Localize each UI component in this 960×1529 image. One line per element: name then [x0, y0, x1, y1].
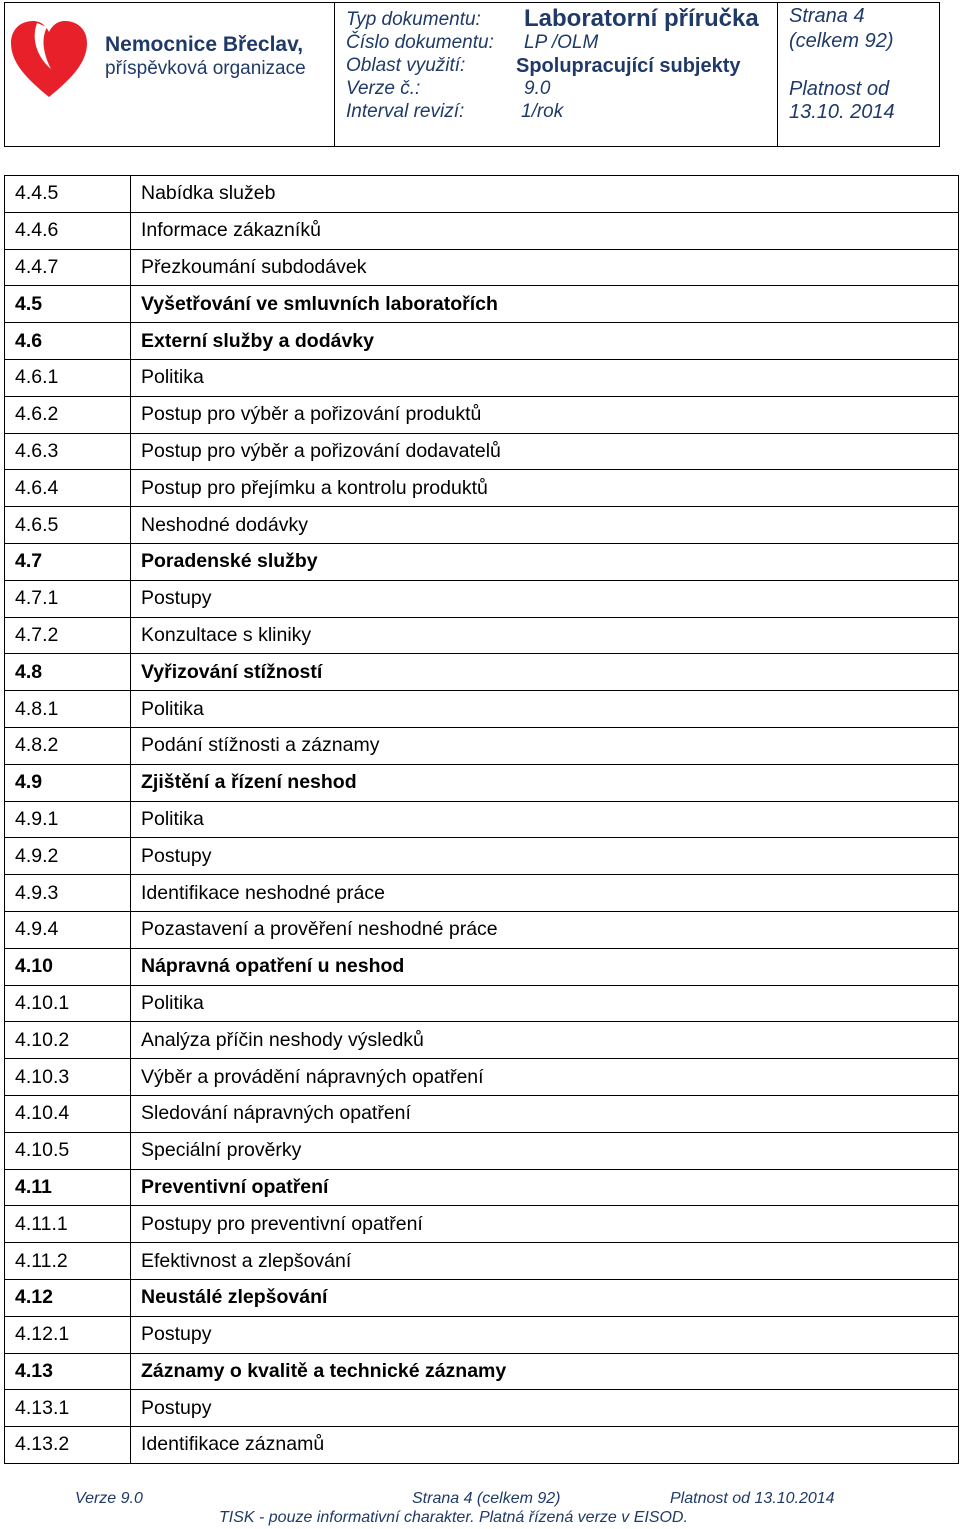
toc-row [5, 985, 959, 1022]
toc-row [5, 1427, 959, 1464]
header-meta-cell [334, 3, 778, 146]
toc-section-number: 4.13.1 [5, 1390, 131, 1427]
toc-row [5, 176, 959, 213]
toc-section-title: Nabídka služeb [131, 176, 959, 213]
toc-row [5, 727, 959, 764]
toc-row [5, 470, 959, 507]
validity-label: Platnost od [789, 78, 890, 100]
organization-name: Nemocnice Břeclav, [105, 33, 304, 56]
toc-row [5, 948, 959, 985]
toc-row [5, 911, 959, 948]
toc-row [5, 691, 959, 728]
toc-section-title: Přezkoumání subdodávek [131, 249, 959, 286]
toc-section-title: Poradenské služby [131, 543, 959, 580]
toc-section-title: Postupy [131, 1316, 959, 1353]
footer-print-notice: TISK - pouze informativní charakter. Platná řízená verze v EISOD. [219, 1509, 688, 1526]
toc-section-number: 4.13.2 [5, 1427, 131, 1464]
toc-row [5, 1390, 959, 1427]
toc-section-number: 4.6.3 [5, 433, 131, 470]
table-of-contents [4, 175, 959, 1464]
toc-row [5, 617, 959, 654]
page-total: (celkem 92) [789, 30, 894, 52]
toc-section-title: Neustálé zlepšování [131, 1279, 959, 1316]
toc-section-number: 4.5 [5, 286, 131, 323]
footer-validity: Platnost od 13.10.2014 [670, 1490, 835, 1507]
toc-section-number: 4.13 [5, 1353, 131, 1390]
revision-interval: 1/rok [521, 101, 564, 122]
document-number: LP /OLM [524, 32, 599, 53]
toc-section-number: 4.10.4 [5, 1095, 131, 1132]
toc-section-title: Postupy [131, 1390, 959, 1427]
toc-section-number: 4.8 [5, 654, 131, 691]
toc-section-number: 4.6 [5, 323, 131, 360]
toc-row [5, 764, 959, 801]
toc-section-title: Identifikace záznamů [131, 1427, 959, 1464]
toc-section-title: Informace zákazníků [131, 212, 959, 249]
toc-row [5, 212, 959, 249]
toc-section-number: 4.6.5 [5, 507, 131, 544]
toc-section-number: 4.4.7 [5, 249, 131, 286]
toc-row [5, 1022, 959, 1059]
toc-row [5, 1095, 959, 1132]
toc-section-number: 4.9.1 [5, 801, 131, 838]
toc-section-title: Pozastavení a prověření neshodné práce [131, 911, 959, 948]
document-type: Laboratorní příručka [524, 5, 759, 32]
toc-section-number: 4.11.2 [5, 1243, 131, 1280]
toc-row [5, 1243, 959, 1280]
label-document-type: Typ dokumentu: [346, 9, 481, 30]
toc-section-number: 4.7.1 [5, 580, 131, 617]
toc-row [5, 1059, 959, 1096]
toc-section-number: 4.4.5 [5, 176, 131, 213]
toc-section-number: 4.9 [5, 764, 131, 801]
usage-area: Spolupracující subjekty [516, 55, 741, 77]
toc-row [5, 433, 959, 470]
toc-section-title: Postupy pro preventivní opatření [131, 1206, 959, 1243]
toc-section-title: Postup pro přejímku a kontrolu produktů [131, 470, 959, 507]
validity-date: 13.10. 2014 [789, 101, 895, 123]
toc-section-title: Záznamy o kvalitě a technické záznamy [131, 1353, 959, 1390]
toc-section-number: 4.11.1 [5, 1206, 131, 1243]
toc-row [5, 323, 959, 360]
toc-section-title: Politika [131, 801, 959, 838]
toc-row [5, 1279, 959, 1316]
toc-row [5, 286, 959, 323]
toc-section-title: Postupy [131, 580, 959, 617]
toc-section-title: Identifikace neshodné práce [131, 875, 959, 912]
toc-section-number: 4.10.5 [5, 1132, 131, 1169]
toc-section-title: Politika [131, 985, 959, 1022]
toc-section-title: Analýza příčin neshody výsledků [131, 1022, 959, 1059]
toc-section-title: Politika [131, 359, 959, 396]
toc-section-title: Vyřizování stížností [131, 654, 959, 691]
toc-section-number: 4.4.6 [5, 212, 131, 249]
toc-section-title: Podání stížnosti a záznamy [131, 727, 959, 764]
toc-section-title: Efektivnost a zlepšování [131, 1243, 959, 1280]
toc-row [5, 1169, 959, 1206]
toc-section-title: Speciální prověrky [131, 1132, 959, 1169]
toc-section-number: 4.6.1 [5, 359, 131, 396]
toc-section-number: 4.11 [5, 1169, 131, 1206]
toc-section-number: 4.10.2 [5, 1022, 131, 1059]
toc-section-number: 4.6.4 [5, 470, 131, 507]
header-page-cell [777, 3, 939, 146]
organization-subtitle: příspěvková organizace [105, 58, 306, 79]
toc-section-number: 4.9.2 [5, 838, 131, 875]
toc-section-number: 4.8.2 [5, 727, 131, 764]
toc-section-title: Nápravná opatření u neshod [131, 948, 959, 985]
toc-section-number: 4.9.3 [5, 875, 131, 912]
toc-section-title: Postupy [131, 838, 959, 875]
toc-section-title: Preventivní opatření [131, 1169, 959, 1206]
toc-row [5, 543, 959, 580]
header-org-cell [5, 3, 335, 146]
toc-section-number: 4.8.1 [5, 691, 131, 728]
toc-row [5, 507, 959, 544]
toc-section-title: Postup pro výběr a pořizování dodavatelů [131, 433, 959, 470]
toc-section-title: Politika [131, 691, 959, 728]
toc-section-number: 4.10.3 [5, 1059, 131, 1096]
toc-section-number: 4.12.1 [5, 1316, 131, 1353]
toc-row [5, 1316, 959, 1353]
toc-section-number: 4.9.4 [5, 911, 131, 948]
toc-row [5, 580, 959, 617]
label-revision-interval: Interval revizí: [346, 101, 465, 122]
toc-section-title: Výběr a provádění nápravných opatření [131, 1059, 959, 1096]
toc-section-title: Postup pro výběr a pořizování produktů [131, 396, 959, 433]
footer-version: Verze 9.0 [75, 1490, 143, 1507]
toc-row [5, 396, 959, 433]
label-document-number: Číslo dokumentu: [346, 32, 494, 53]
toc-section-title: Sledování nápravných opatření [131, 1095, 959, 1132]
version: 9.0 [524, 78, 551, 99]
toc-row [5, 249, 959, 286]
toc-section-number: 4.10.1 [5, 985, 131, 1022]
page-number: Strana 4 [789, 5, 865, 27]
toc-row [5, 1353, 959, 1390]
toc-section-number: 4.10 [5, 948, 131, 985]
toc-section-number: 4.6.2 [5, 396, 131, 433]
toc-body [5, 176, 959, 1464]
toc-row [5, 654, 959, 691]
toc-row [5, 838, 959, 875]
toc-section-title: Zjištění a řízení neshod [131, 764, 959, 801]
document-header [4, 2, 940, 147]
hospital-heart-logo [7, 17, 91, 101]
toc-row [5, 1206, 959, 1243]
toc-section-title: Neshodné dodávky [131, 507, 959, 544]
toc-section-title: Externí služby a dodávky [131, 323, 959, 360]
label-version: Verze č.: [346, 78, 421, 99]
toc-row [5, 801, 959, 838]
toc-section-title: Konzultace s kliniky [131, 617, 959, 654]
toc-row [5, 875, 959, 912]
toc-section-number: 4.7 [5, 543, 131, 580]
toc-row [5, 359, 959, 396]
toc-section-number: 4.12 [5, 1279, 131, 1316]
label-usage-area: Oblast využití: [346, 55, 466, 76]
toc-section-number: 4.7.2 [5, 617, 131, 654]
footer-page: Strana 4 (celkem 92) [412, 1490, 561, 1507]
toc-section-title: Vyšetřování ve smluvních laboratořích [131, 286, 959, 323]
toc-row [5, 1132, 959, 1169]
